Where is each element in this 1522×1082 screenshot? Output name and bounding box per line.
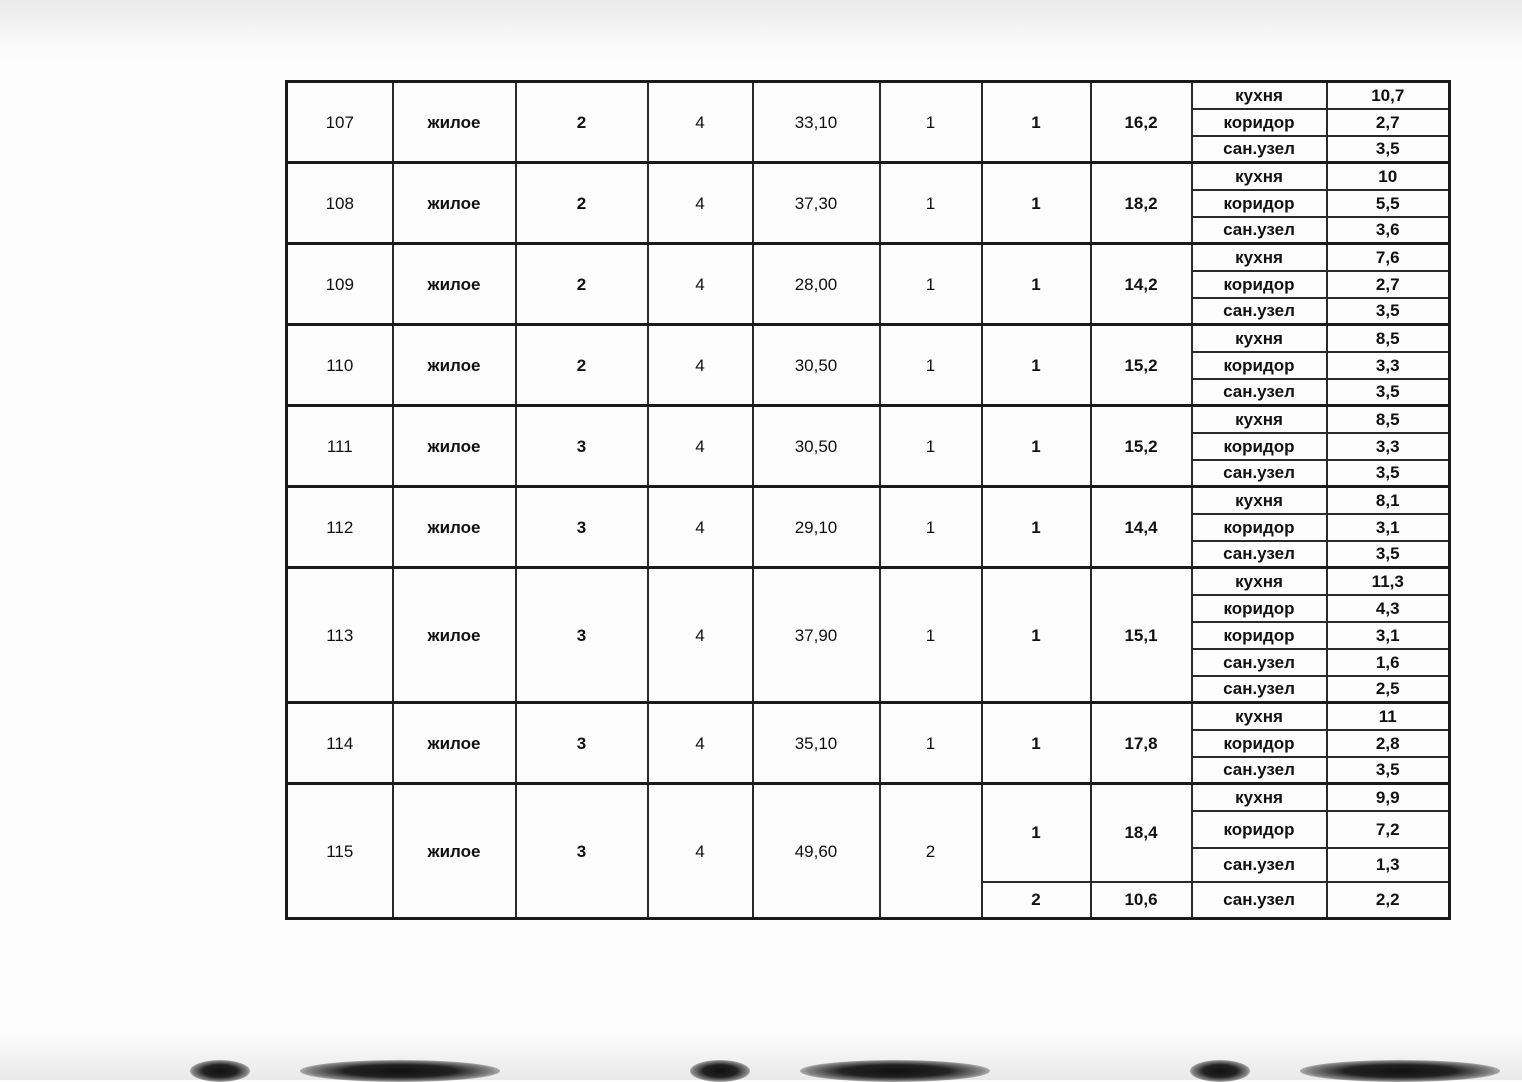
aux-room-area-cell: 4,3 (1327, 595, 1450, 622)
section-cell: 2 (516, 82, 648, 163)
apartment-type-cell: жилое (393, 703, 516, 784)
aux-room-area-cell: 3,6 (1327, 217, 1450, 244)
rooms-count-cell: 1 (880, 487, 982, 568)
section-cell: 3 (516, 406, 648, 487)
aux-room-name-cell: кухня (1192, 244, 1327, 271)
section-cell: 2 (516, 244, 648, 325)
aux-room-name-cell: кухня (1192, 703, 1327, 730)
aux-room-area-cell: 3,5 (1327, 379, 1450, 406)
living-room-area-cell: 10,6 (1091, 882, 1192, 919)
aux-room-name-cell: кухня (1192, 163, 1327, 190)
aux-room-name-cell: сан.узел (1192, 649, 1327, 676)
aux-room-area-cell: 8,5 (1327, 325, 1450, 352)
living-room-area-cell: 18,2 (1091, 163, 1192, 244)
apartment-type-cell: жилое (393, 244, 516, 325)
table-row (287, 406, 1450, 433)
scan-hole-mark (1300, 1060, 1500, 1082)
table-row (287, 703, 1450, 730)
aux-room-area-cell: 2,5 (1327, 676, 1450, 703)
total-area-cell: 37,30 (753, 163, 880, 244)
aux-room-name-cell: коридор (1192, 271, 1327, 298)
table-row (287, 487, 1450, 514)
aux-room-area-cell: 3,3 (1327, 433, 1450, 460)
living-room-index-cell: 1 (982, 568, 1091, 703)
aux-room-area-cell: 3,5 (1327, 460, 1450, 487)
table-row (287, 82, 1450, 109)
aux-room-name-cell: коридор (1192, 433, 1327, 460)
aux-room-area-cell: 8,5 (1327, 406, 1450, 433)
living-room-area-cell: 16,2 (1091, 82, 1192, 163)
aux-room-name-cell: сан.узел (1192, 379, 1327, 406)
scan-hole-mark (800, 1060, 990, 1082)
apartments-table-body (287, 82, 1450, 919)
table-row (287, 784, 1450, 811)
table-row (287, 163, 1450, 190)
apartment-number-cell: 113 (287, 568, 393, 703)
aux-room-name-cell: кухня (1192, 568, 1327, 595)
apartment-number-cell: 109 (287, 244, 393, 325)
total-area-cell: 49,60 (753, 784, 880, 919)
apartments-table (285, 80, 1451, 920)
floor-cell: 4 (648, 568, 753, 703)
aux-room-name-cell: сан.узел (1192, 136, 1327, 163)
aux-room-area-cell: 10 (1327, 163, 1450, 190)
section-cell: 2 (516, 163, 648, 244)
rooms-count-cell: 1 (880, 568, 982, 703)
aux-room-area-cell: 7,6 (1327, 244, 1450, 271)
living-room-area-cell: 15,2 (1091, 325, 1192, 406)
scan-hole-mark (690, 1060, 750, 1082)
aux-room-name-cell: сан.узел (1192, 460, 1327, 487)
aux-room-area-cell: 1,6 (1327, 649, 1450, 676)
floor-cell: 4 (648, 163, 753, 244)
aux-room-area-cell: 3,3 (1327, 352, 1450, 379)
apartment-type-cell: жилое (393, 163, 516, 244)
total-area-cell: 35,10 (753, 703, 880, 784)
aux-room-area-cell: 11,3 (1327, 568, 1450, 595)
aux-room-area-cell: 8,1 (1327, 487, 1450, 514)
floor-cell: 4 (648, 325, 753, 406)
scan-hole-mark (300, 1060, 500, 1082)
apartment-number-cell: 110 (287, 325, 393, 406)
aux-room-name-cell: сан.узел (1192, 676, 1327, 703)
total-area-cell: 30,50 (753, 325, 880, 406)
table-row (287, 568, 1450, 595)
apartment-type-cell: жилое (393, 82, 516, 163)
total-area-cell: 30,50 (753, 406, 880, 487)
aux-room-area-cell: 1,3 (1327, 848, 1450, 882)
living-room-index-cell: 1 (982, 487, 1091, 568)
aux-room-name-cell: сан.узел (1192, 882, 1327, 919)
total-area-cell: 28,00 (753, 244, 880, 325)
living-room-index-cell: 1 (982, 82, 1091, 163)
rooms-count-cell: 1 (880, 163, 982, 244)
living-room-area-cell: 17,8 (1091, 703, 1192, 784)
living-room-index-cell: 1 (982, 703, 1091, 784)
floor-cell: 4 (648, 703, 753, 784)
aux-room-area-cell: 3,5 (1327, 136, 1450, 163)
aux-room-area-cell: 3,5 (1327, 298, 1450, 325)
scan-hole-mark (1190, 1060, 1250, 1082)
aux-room-area-cell: 3,1 (1327, 622, 1450, 649)
aux-room-area-cell: 10,7 (1327, 82, 1450, 109)
living-room-index-cell: 1 (982, 325, 1091, 406)
total-area-cell: 37,90 (753, 568, 880, 703)
apartment-type-cell: жилое (393, 568, 516, 703)
section-cell: 3 (516, 568, 648, 703)
aux-room-name-cell: сан.узел (1192, 757, 1327, 784)
apartment-type-cell: жилое (393, 406, 516, 487)
scan-hole-mark (190, 1060, 250, 1082)
floor-cell: 4 (648, 244, 753, 325)
living-room-area-cell: 15,2 (1091, 406, 1192, 487)
rooms-count-cell: 1 (880, 703, 982, 784)
aux-room-name-cell: коридор (1192, 109, 1327, 136)
aux-room-name-cell: коридор (1192, 352, 1327, 379)
aux-room-area-cell: 3,1 (1327, 514, 1450, 541)
living-room-area-cell: 14,4 (1091, 487, 1192, 568)
apartment-number-cell: 107 (287, 82, 393, 163)
living-room-index-cell: 2 (982, 882, 1091, 919)
aux-room-name-cell: коридор (1192, 622, 1327, 649)
aux-room-name-cell: кухня (1192, 82, 1327, 109)
aux-room-name-cell: коридор (1192, 514, 1327, 541)
aux-room-area-cell: 9,9 (1327, 784, 1450, 811)
aux-room-name-cell: коридор (1192, 811, 1327, 848)
aux-room-area-cell: 7,2 (1327, 811, 1450, 848)
apartment-number-cell: 114 (287, 703, 393, 784)
aux-room-name-cell: коридор (1192, 730, 1327, 757)
section-cell: 2 (516, 325, 648, 406)
living-room-index-cell: 1 (982, 244, 1091, 325)
aux-room-name-cell: сан.узел (1192, 848, 1327, 882)
total-area-cell: 33,10 (753, 82, 880, 163)
aux-room-area-cell: 2,7 (1327, 109, 1450, 136)
table-row (287, 325, 1450, 352)
aux-room-area-cell: 3,5 (1327, 757, 1450, 784)
aux-room-name-cell: кухня (1192, 406, 1327, 433)
living-room-index-cell: 1 (982, 784, 1091, 882)
aux-room-area-cell: 11 (1327, 703, 1450, 730)
floor-cell: 4 (648, 487, 753, 568)
rooms-count-cell: 1 (880, 82, 982, 163)
living-room-index-cell: 1 (982, 406, 1091, 487)
apartment-type-cell: жилое (393, 784, 516, 919)
aux-room-name-cell: коридор (1192, 190, 1327, 217)
floor-cell: 4 (648, 784, 753, 919)
living-room-area-cell: 14,2 (1091, 244, 1192, 325)
apartment-number-cell: 115 (287, 784, 393, 919)
total-area-cell: 29,10 (753, 487, 880, 568)
aux-room-area-cell: 3,5 (1327, 541, 1450, 568)
aux-room-area-cell: 5,5 (1327, 190, 1450, 217)
apartment-type-cell: жилое (393, 325, 516, 406)
living-room-area-cell: 15,1 (1091, 568, 1192, 703)
aux-room-area-cell: 2,7 (1327, 271, 1450, 298)
living-room-area-cell: 18,4 (1091, 784, 1192, 882)
aux-room-name-cell: сан.узел (1192, 541, 1327, 568)
living-room-index-cell: 1 (982, 163, 1091, 244)
apartment-number-cell: 111 (287, 406, 393, 487)
apartment-number-cell: 108 (287, 163, 393, 244)
aux-room-name-cell: кухня (1192, 487, 1327, 514)
aux-room-name-cell: коридор (1192, 595, 1327, 622)
aux-room-name-cell: кухня (1192, 325, 1327, 352)
aux-room-area-cell: 2,2 (1327, 882, 1450, 919)
scan-shadow-top (0, 0, 1522, 75)
aux-room-area-cell: 2,8 (1327, 730, 1450, 757)
section-cell: 3 (516, 703, 648, 784)
aux-room-name-cell: кухня (1192, 784, 1327, 811)
rooms-count-cell: 2 (880, 784, 982, 919)
section-cell: 3 (516, 784, 648, 919)
table-row (287, 244, 1450, 271)
apartment-number-cell: 112 (287, 487, 393, 568)
rooms-count-cell: 1 (880, 406, 982, 487)
floor-cell: 4 (648, 406, 753, 487)
apartment-type-cell: жилое (393, 487, 516, 568)
aux-room-name-cell: сан.узел (1192, 298, 1327, 325)
section-cell: 3 (516, 487, 648, 568)
rooms-count-cell: 1 (880, 244, 982, 325)
rooms-count-cell: 1 (880, 325, 982, 406)
floor-cell: 4 (648, 82, 753, 163)
aux-room-name-cell: сан.узел (1192, 217, 1327, 244)
